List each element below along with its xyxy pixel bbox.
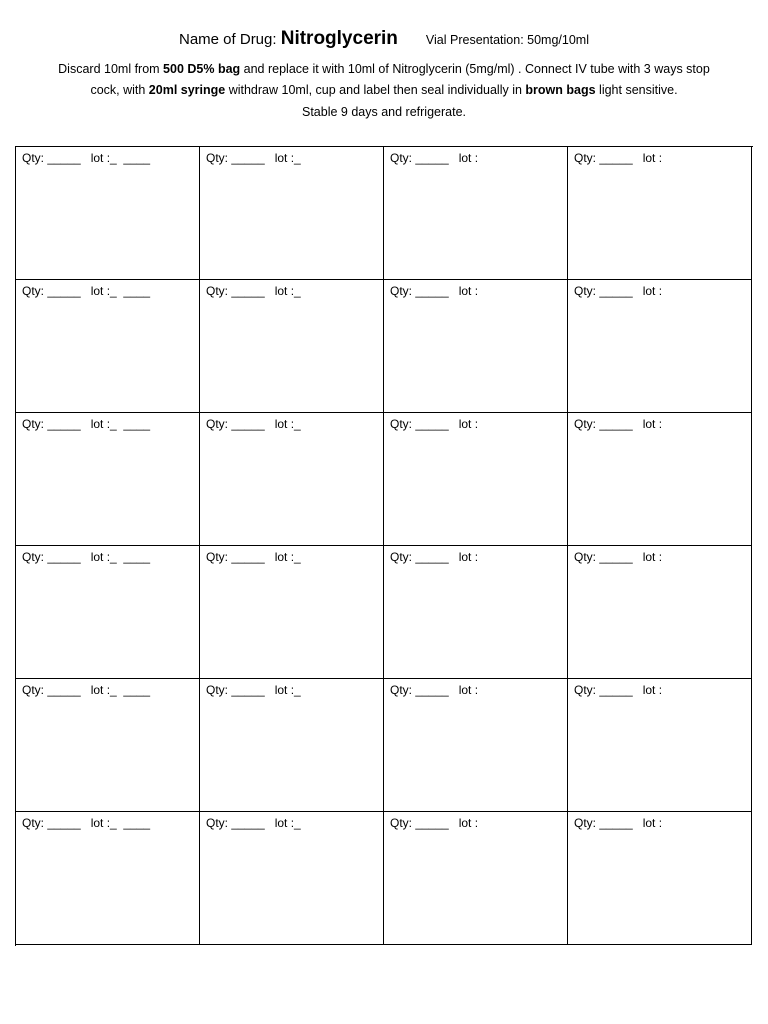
instruction-text: cock, with [90,83,149,97]
qty-lot-label: Qty: _____ lot : [390,550,479,564]
instruction-text: light sensitive. [595,83,678,97]
instruction-text: Discard 10ml from [58,62,164,76]
qty-lot-label: Qty: _____ lot :_ [206,683,301,697]
label-cell [16,147,200,280]
vial-presentation: Vial Presentation: 50mg/10ml [425,33,589,47]
qty-lot-label: Qty: _____ lot :_ [206,284,301,298]
instruction-line-1 [0,62,768,76]
label-cell [200,812,384,945]
qty-lot-label: Qty: _____ lot : [574,550,663,564]
label-cell [16,679,200,812]
label-cell [16,546,200,679]
label-cell [200,679,384,812]
instruction-line-2 [0,83,768,97]
qty-lot-label: Qty: _____ lot : [574,284,663,298]
label-cell [200,280,384,413]
label-cell [568,413,752,546]
drug-name-label: Name of Drug: [179,31,281,48]
label-grid [15,146,753,946]
label-cell [384,546,568,679]
qty-lot-label: Qty: _____ lot :_ ____ [22,816,151,830]
qty-lot-label: Qty: _____ lot : [574,151,663,165]
label-cell [384,812,568,945]
label-cell [16,413,200,546]
qty-lot-label: Qty: _____ lot : [390,151,479,165]
qty-lot-label: Qty: _____ lot :_ ____ [22,550,151,564]
qty-lot-label: Qty: _____ lot :_ [206,550,301,564]
label-cell [568,812,752,945]
qty-lot-label: Qty: _____ lot : [390,284,479,298]
label-cell [200,147,384,280]
qty-lot-label: Qty: _____ lot :_ ____ [22,284,151,298]
qty-lot-label: Qty: _____ lot :_ ____ [22,151,151,165]
label-cell [384,413,568,546]
instruction-bold-syringe: 20ml syringe [148,83,226,97]
qty-lot-label: Qty: _____ lot : [574,417,663,431]
label-cell [16,280,200,413]
instruction-text: withdraw 10ml, cup and label then seal individually in [225,83,526,97]
qty-lot-label: Qty: _____ lot :_ ____ [22,417,151,431]
header-title-line [0,28,768,50]
label-cell [568,546,752,679]
label-cell [384,147,568,280]
label-cell [384,280,568,413]
instruction-bold-bag: 500 D5% bag [163,62,241,76]
label-cell [568,147,752,280]
label-cell [200,413,384,546]
qty-lot-label: Qty: _____ lot : [574,816,663,830]
label-cell [568,679,752,812]
instruction-text: and replace it with 10ml of Nitroglycerin (5mg/ml) . Connect IV tube with 3 ways stop [240,62,710,76]
label-cell [200,546,384,679]
qty-lot-label: Qty: _____ lot :_ [206,816,301,830]
label-cell [16,812,200,945]
label-cell [384,679,568,812]
qty-lot-label: Qty: _____ lot : [390,417,479,431]
instruction-bold-brown-bags: brown bags [525,83,596,97]
qty-lot-label: Qty: _____ lot : [390,683,479,697]
instruction-line-3: Stable 9 days and refrigerate. [302,105,466,119]
qty-lot-label: Qty: _____ lot : [574,683,663,697]
qty-lot-label: Qty: _____ lot :_ [206,151,301,165]
drug-name: Nitroglycerin [280,28,398,49]
qty-lot-label: Qty: _____ lot :_ ____ [22,683,151,697]
qty-lot-label: Qty: _____ lot : [390,816,479,830]
qty-lot-label: Qty: _____ lot :_ [206,417,301,431]
label-cell [568,280,752,413]
